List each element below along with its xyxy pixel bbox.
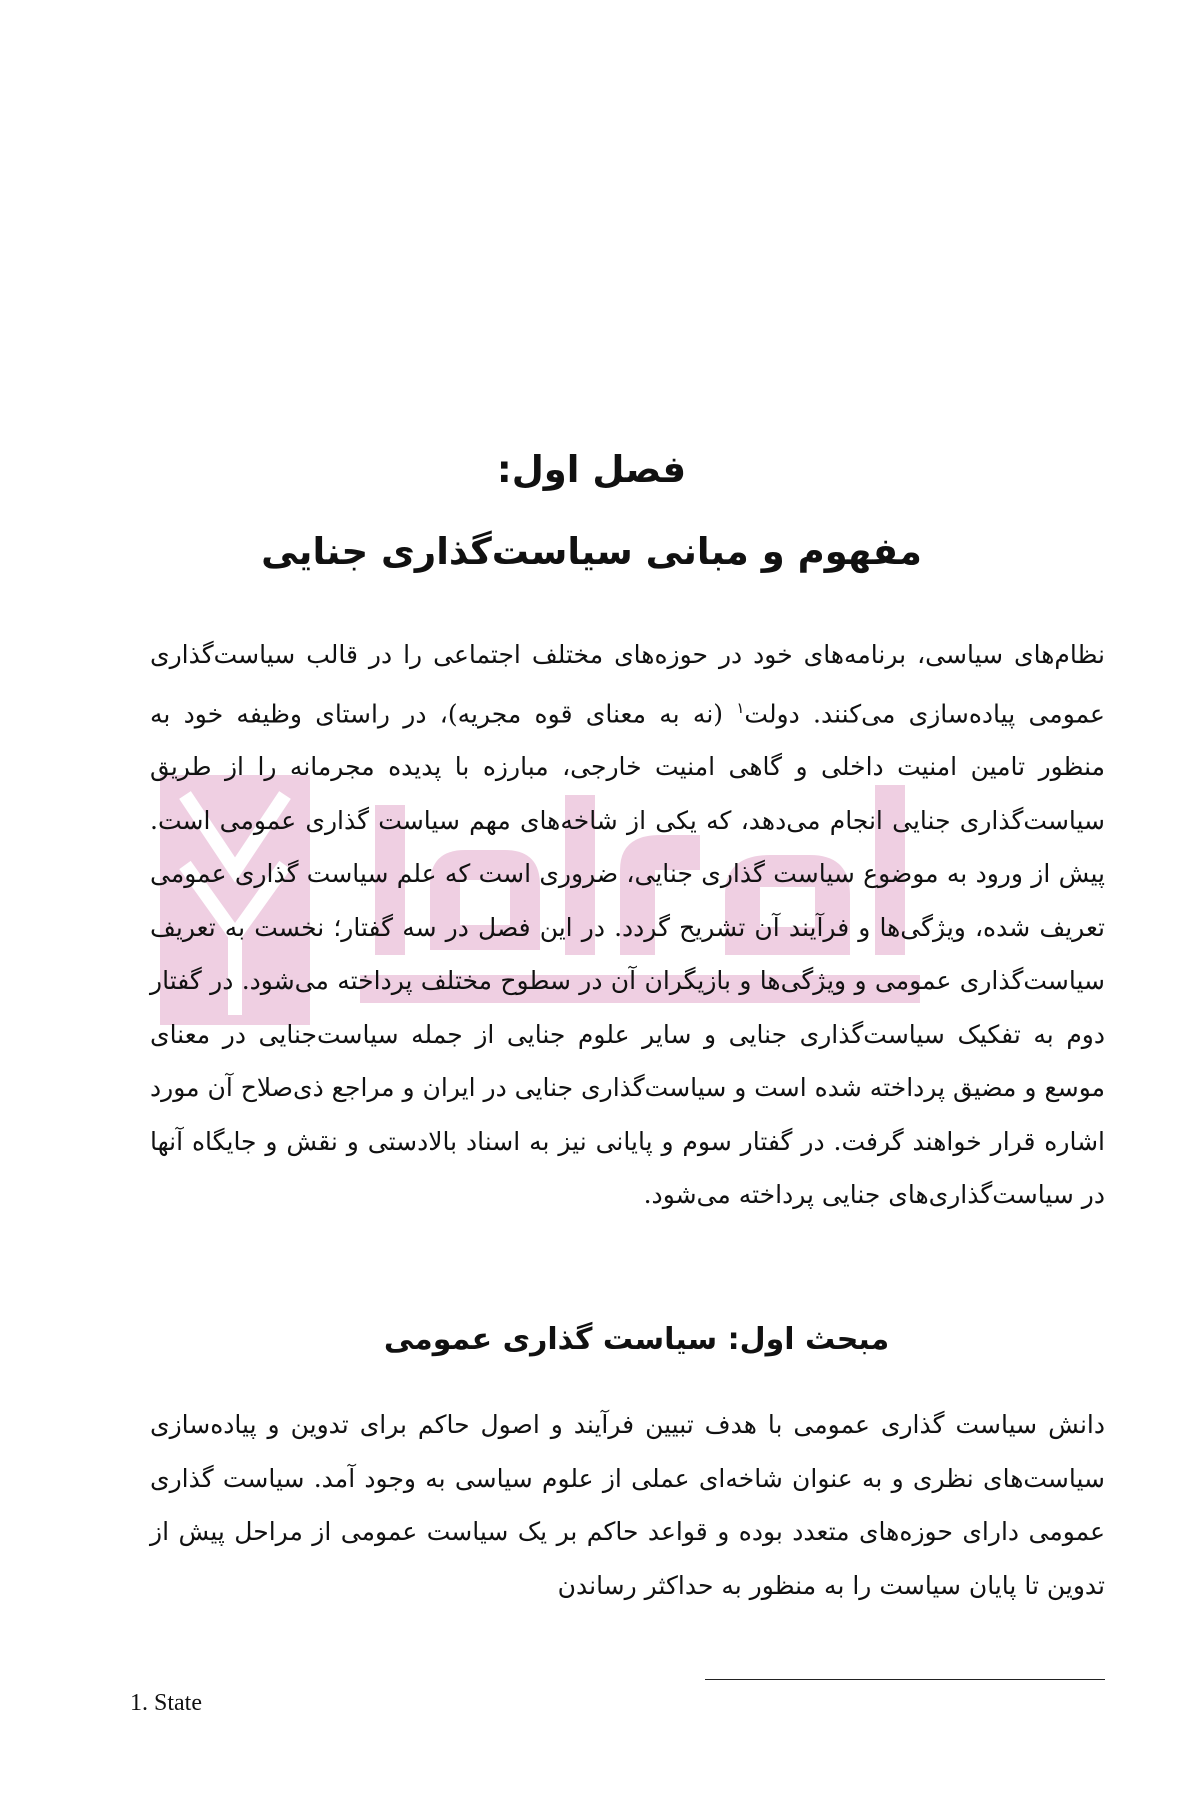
chapter-label: فصل اول: [496, 448, 687, 491]
intro-text-after-ref: (نه به معنای قوه مجریه)، در راستای وظیفه خود به منظور تامین امنیت داخلی و گاهی امنیت خارجی، مبارزه با پدیده مجرمانه را از طریق سیاست‌گذاری جنایی انجام می‌دهد، که یکی از شاخه‌های مهم سیاست گذاری عمومی است. پیش از ورود به موضوع سیاست گذاری جنایی، ضروری است که علم سیاست گذاری عمومی تعریف شده، ویژگی‌ها و فرآیند آن تشریح گردد. در این فصل در سه گفتار؛ نخست به تعریف سیاست‌گذاری عمومی و ویژگی‌ها و بازیگران آن در سطوح مختلف پرداخته می‌شود. در گفتار دوم به تفکیک سیاست‌گذاری جنایی و سایر علوم جنایی از جمله سیاست‌جنایی در معنای موسع و مضیق پرداخته شده است و سیاست‌گذاری جنایی در ایران و مراجع ذی‌صلاح آن مورد اشاره قرار خواهند گرفت. در گفتار سوم و پایانی نیز به اسناد بالادستی و نقش و جایگاه آنها در سیاست‌گذاری‌های جنایی پرداخته می‌شود. [150, 698, 1105, 1210]
section-paragraph: دانش سیاست گذاری عمومی با هدف تبیین فرآیند و اصول حاکم برای تدوین و پیاده‌سازی سیاست‌های نظری و به عنوان شاخه‌ای عملی از علوم سیاسی به وجود آمد. سیاست گذاری عمومی دارای حوزه‌های متعدد بوده و قواعد حاکم بر یک سیاست عمومی از مراحل پیش از تدوین تا پایان سیاست را به منظور به حداکثر رساندن [150, 1410, 1105, 1600]
chapter-title: مفهوم و مبانی سیاست‌گذاری جنایی [261, 530, 922, 573]
footnote-text: 1. State [130, 1690, 202, 1716]
footnote-divider [705, 1679, 1105, 1680]
intro-text-before-ref: نظام‌های سیاسی، برنامه‌های خود در حوزه‌های مختلف اجتماعی را در قالب سیاست‌گذاری عمومی پیاده‌سازی می‌کنند. دولت [150, 640, 1105, 728]
intro-paragraph [150, 628, 1105, 1222]
section-heading: مبحث اول: سیاست گذاری عمومی [383, 1322, 890, 1357]
footnote-reference-mark: ۱ [736, 698, 745, 717]
